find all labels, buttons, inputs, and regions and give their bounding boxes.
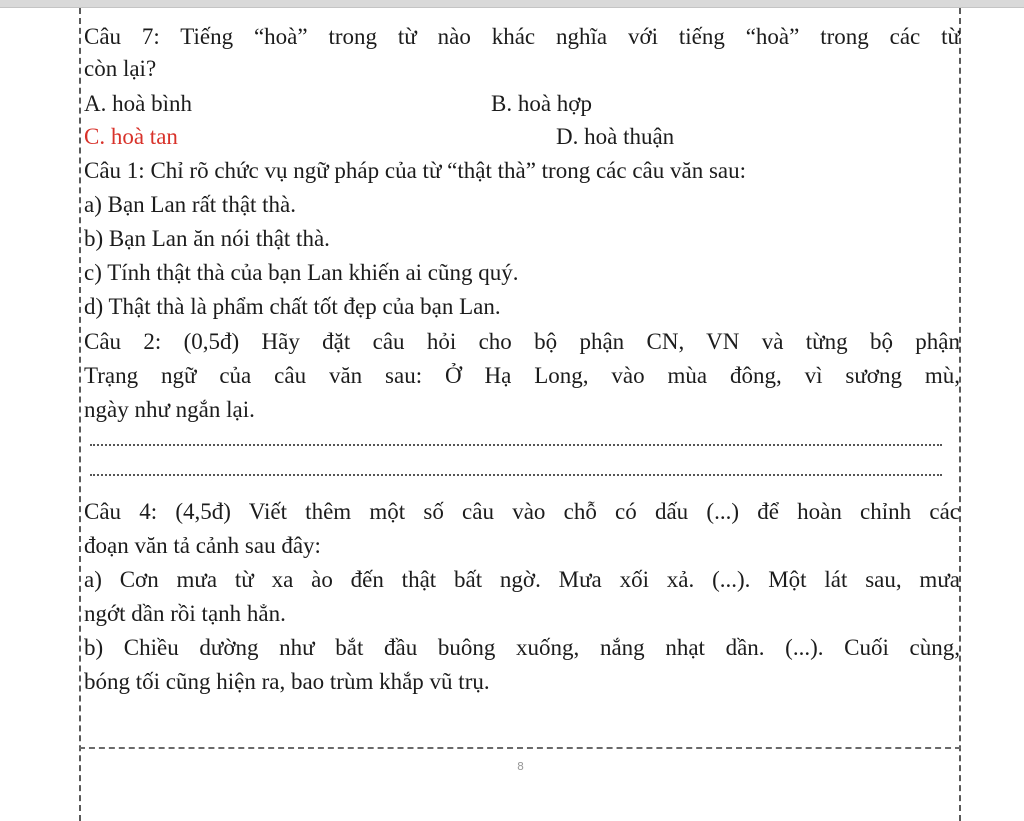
question-1-item-d: d) Thật thà là phẩm chất tốt đẹp của bạn Lan. — [84, 294, 501, 319]
question-1-item-b: b) Bạn Lan ăn nói thật thà. — [84, 226, 330, 251]
question-7-option-b: B. hoà hợp — [491, 91, 592, 116]
question-4-text-line-2: đoạn văn tả cảnh sau đây: — [84, 533, 321, 558]
bottom-margin-guide — [79, 747, 961, 749]
left-margin-guide — [79, 8, 81, 821]
question-1-item-c: c) Tính thật thà của bạn Lan khiến ai cũng quý. — [84, 260, 519, 285]
question-7-option-d: D. hoà thuận — [556, 124, 675, 149]
question-2-text-line-2: Trạng ngữ của câu văn sau: Ở Hạ Long, vào mùa đông, vì sương mù, — [84, 363, 960, 388]
question-2-text-line-3: ngày như ngắn lại. — [84, 397, 255, 422]
page-number: 8 — [517, 760, 524, 773]
question-4-text-line-5: b) Chiều dường như bắt đầu buông xuống, nắng nhạt dần. (...). Cuối cùng, — [84, 635, 960, 660]
question-7-text-line-1: Câu 7: Tiếng “hoà” trong từ nào khác nghĩa với tiếng “hoà” trong các từ — [84, 24, 960, 49]
question-7-option-a: A. hoà bình — [84, 91, 192, 116]
question-4-text-line-4: ngớt dần rồi tạnh hẳn. — [84, 601, 286, 626]
question-1-item-a: a) Bạn Lan rất thật thà. — [84, 192, 297, 217]
answer-dotted-line-2 — [90, 474, 942, 476]
question-7-option-c: C. hoà tan — [84, 124, 178, 149]
question-4-text-line-3: a) Cơn mưa từ xa ào đến thật bất ngờ. Mưa xối xả. (...). Một lát sau, mưa — [84, 567, 960, 592]
question-4-text-line-1: Câu 4: (4,5đ) Viết thêm một số câu vào chỗ có dấu (...) để hoàn chỉnh các — [84, 499, 960, 524]
window-top-bar — [0, 0, 1024, 8]
question-1-prompt: Câu 1: Chỉ rõ chức vụ ngữ pháp của từ “thật thà” trong các câu văn sau: — [84, 158, 747, 183]
answer-dotted-line-1 — [90, 444, 942, 446]
question-2-text-line-1: Câu 2: (0,5đ) Hãy đặt câu hỏi cho bộ phận CN, VN và từng bộ phận — [84, 329, 960, 354]
document-page — [0, 8, 1024, 821]
question-4-text-line-6: bóng tối cũng hiện ra, bao trùm khắp vũ trụ. — [84, 669, 490, 694]
question-7-text-line-2: còn lại? — [84, 56, 157, 81]
